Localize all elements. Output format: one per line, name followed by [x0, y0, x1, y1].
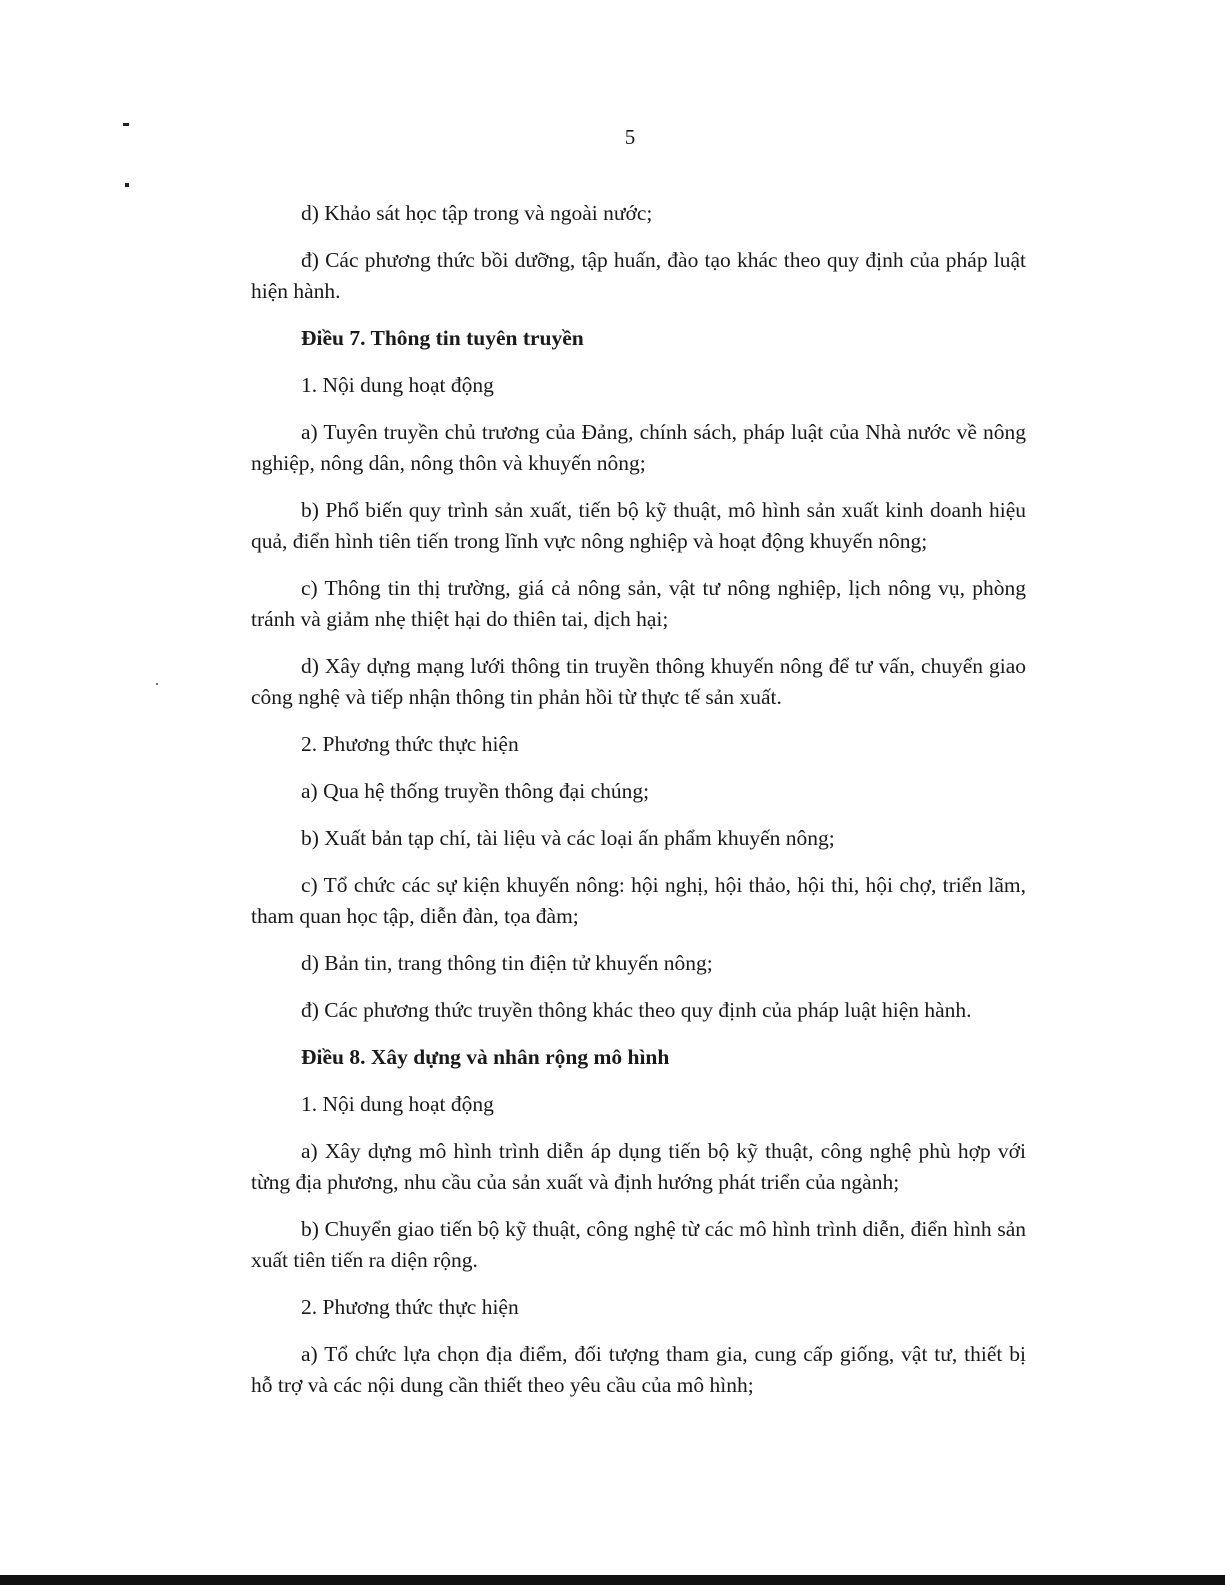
paragraph: a) Xây dựng mô hình trình diễn áp dụng tiến bộ kỹ thuật, công nghệ phù hợp với từng địa phương, nhu cầu của sản xuất và định hướng phát triển của ngành; [251, 1139, 1026, 1194]
paragraph: c) Thông tin thị trường, giá cả nông sản, vật tư nông nghiệp, lịch nông vụ, phòng tránh và giảm nhẹ thiệt hại do thiên tai, dịch hại; [251, 576, 1026, 631]
document-body [251, 198, 1026, 1417]
paragraph: 2. Phương thức thực hiện [301, 732, 519, 756]
scan-mark [156, 683, 158, 685]
paragraph: d) Bản tin, trang thông tin điện tử khuyến nông; [301, 951, 713, 975]
page-number: 5 [624, 125, 636, 149]
paragraph: 1. Nội dung hoạt động [301, 1092, 494, 1116]
paragraph: d) Khảo sát học tập trong và ngoài nước; [301, 201, 653, 225]
scan-bottom-edge [0, 1575, 1225, 1585]
paragraph: b) Phổ biến quy trình sản xuất, tiến bộ kỹ thuật, mô hình sản xuất kinh doanh hiệu quả, điển hình tiên tiến trong lĩnh vực nông nghiệp và hoạt động khuyến nông; [251, 498, 1026, 553]
paragraph: đ) Các phương thức bồi dưỡng, tập huấn, đào tạo khác theo quy định của pháp luật hiện hành. [251, 248, 1026, 303]
paragraph: d) Xây dựng mạng lưới thông tin truyền thông khuyến nông để tư vấn, chuyển giao công nghệ và tiếp nhận thông tin phản hồi từ thực tế sản xuất. [251, 654, 1026, 709]
paragraph: a) Qua hệ thống truyền thông đại chúng; [301, 779, 650, 803]
paragraph: a) Tuyên truyền chủ trương của Đảng, chính sách, pháp luật của Nhà nước về nông nghiệp, nông dân, nông thôn và khuyến nông; [251, 420, 1026, 475]
article-heading: Điều 7. Thông tin tuyên truyền [301, 326, 584, 350]
article-heading: Điều 8. Xây dựng và nhân rộng mô hình [301, 1045, 670, 1069]
paragraph: 1. Nội dung hoạt động [301, 373, 494, 397]
paragraph: c) Tổ chức các sự kiện khuyến nông: hội nghị, hội thảo, hội thi, hội chợ, triển lãm, tham quan học tập, diễn đàn, tọa đàm; [251, 873, 1026, 928]
paragraph: a) Tổ chức lựa chọn địa điểm, đối tượng tham gia, cung cấp giống, vật tư, thiết bị hỗ trợ và các nội dung cần thiết theo yêu cầu của mô hình; [251, 1342, 1026, 1397]
paragraph: b) Chuyển giao tiến bộ kỹ thuật, công nghệ từ các mô hình trình diễn, điển hình sản xuất tiên tiến ra diện rộng. [251, 1217, 1026, 1272]
paragraph: 2. Phương thức thực hiện [301, 1295, 519, 1319]
paragraph: đ) Các phương thức truyền thông khác theo quy định của pháp luật hiện hành. [301, 998, 972, 1022]
paragraph: b) Xuất bản tạp chí, tài liệu và các loại ấn phẩm khuyến nông; [301, 826, 835, 850]
scan-mark [125, 183, 129, 187]
